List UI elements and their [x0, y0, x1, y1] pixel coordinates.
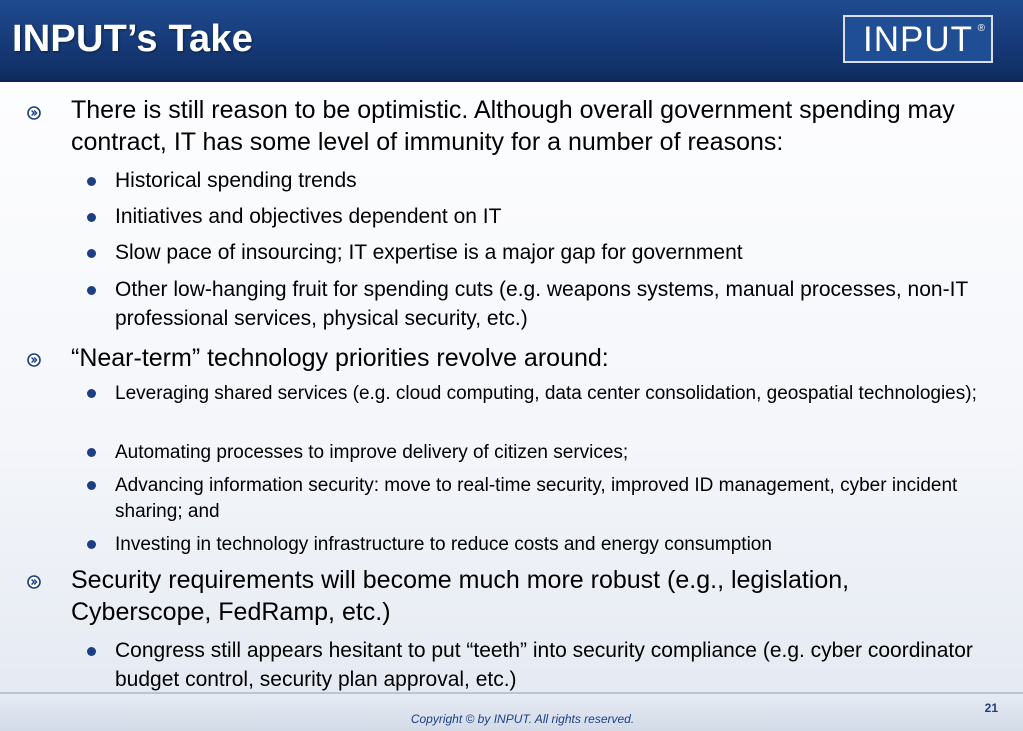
bullet-2-sub-4: Investing in technology infrastructure to reduce costs and energy consumption [115, 534, 772, 555]
logo-text: INPUT [863, 19, 973, 59]
bullet-2-sub-1: Leveraging shared services (e.g. cloud computing, data center consolidation, geospatial technologies); [115, 383, 977, 404]
sub-bullet-dot [87, 213, 96, 222]
bullet-1-sub-3: Slow pace of insourcing; IT expertise is a major gap for government [115, 241, 743, 264]
bullet-3-sub-1: Congress still appears hesitant to put “teeth” into security compliance (e.g. cyber coordinator budget control, security plan approval, etc.) [115, 639, 973, 691]
sub-bullet-dot [87, 249, 96, 258]
sub-bullet-dot [87, 481, 96, 490]
input-logo [843, 15, 993, 63]
logo-registered-mark: ® [977, 23, 985, 34]
chevron-circle-icon [27, 106, 41, 120]
bullet-1-sub-1: Historical spending trends [115, 169, 357, 192]
bullet-1-text: There is still reason to be optimistic. Although overall government spending may contract, IT has some level of immunity for a number of reasons: [71, 96, 955, 156]
sub-bullet-dot [87, 540, 96, 549]
bullet-2-text: “Near-term” technology priorities revolve around: [71, 344, 609, 372]
slide-header [0, 0, 1023, 82]
chevron-circle-icon [27, 353, 41, 367]
page-number: 21 [984, 701, 998, 715]
sub-bullet-dot [87, 647, 96, 656]
bullet-1-sub-4: Other low-hanging fruit for spending cuts (e.g. weapons systems, manual processes, non-IT professional services, physical security, etc.) [115, 278, 968, 330]
bullet-3-text: Security requirements will become much more robust (e.g., legislation, Cyberscope, FedRamp, etc.) [71, 566, 850, 626]
bullet-1-sub-2: Initiatives and objectives dependent on IT [115, 205, 502, 228]
slide-title: INPUT’s Take [12, 18, 254, 60]
copyright-notice: Copyright © by INPUT. All rights reserved. [410, 712, 635, 726]
slide-footer [0, 694, 1023, 731]
sub-bullet-dot [87, 448, 96, 457]
sub-bullet-dot [87, 177, 96, 186]
sub-bullet-dot [87, 389, 96, 398]
chevron-circle-icon [27, 575, 41, 589]
sub-bullet-dot [87, 286, 96, 295]
bullet-2-sub-3: Advancing information security: move to real-time security, improved ID management, cyber incident sharing; and [115, 475, 958, 522]
bullet-2-sub-2: Automating processes to improve delivery of citizen services; [115, 442, 629, 463]
